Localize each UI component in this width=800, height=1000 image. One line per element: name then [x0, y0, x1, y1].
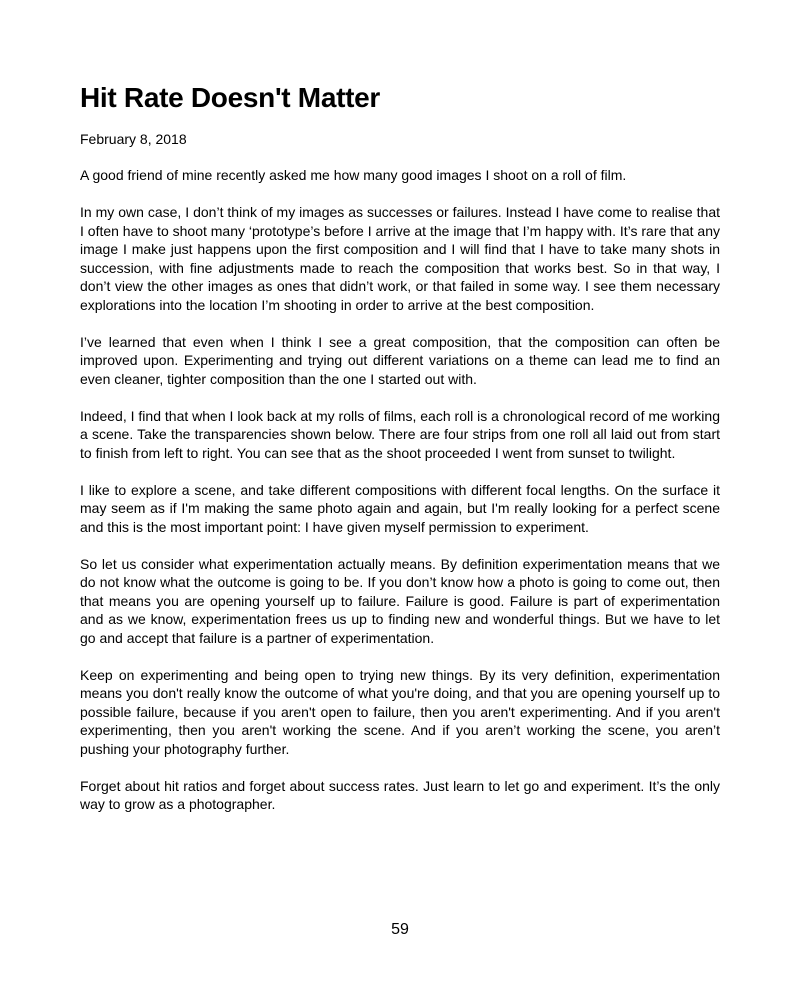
paragraph: Forget about hit ratios and forget about success rates. Just learn to let go and experiment. It’s the only way to grow as a photographer. — [80, 777, 720, 812]
article-date: February 8, 2018 — [80, 131, 187, 147]
article — [80, 80, 720, 814]
paragraph: Indeed, I find that when I look back at my rolls of films, each roll is a chronological record of me working a scene. Take the transparencies shown below. There are four strips from one roll all laid out from start to finish from left to right. You can see that as the shoot proceeded I went from sunset to twilight. — [80, 407, 720, 461]
page-number: 59 — [391, 921, 409, 938]
paragraph: In my own case, I don’t think of my images as successes or failures. Instead I have come to realise that I often have to shoot many ‘prototype’s before I arrive at the image that I’m happy with. It’s rare that any image I make just happens upon the first composition and I will find that I have to take many shots in succession, with fine adjustments made to reach the composition that works best. So in that way, I don’t view the other images as ones that didn’t work, or that failed in some way. I see them necessary explorations into the location I’m shooting in order to arrive at the best composition. — [80, 204, 720, 313]
paragraph: I like to explore a scene, and take different compositions with different focal lengths. On the surface it may seem as if I'm making the same photo again and again, but I'm really looking for a perfect scene and this is the most important point: I have given myself permission to experiment. — [80, 481, 720, 535]
paragraph: Keep on experimenting and being open to trying new things. By its very definition, experimentation means you don't really know the outcome of what you're doing, and that you are opening yourself up to possible failure, because if you aren't open to failure, then you aren't experimenting. And if you aren't experimenting, then you aren't working the scene. And if you aren’t working the scene, you aren’t pushing your photography further. — [80, 666, 720, 757]
paragraph: I’ve learned that even when I think I see a great composition, that the composition can often be improved upon. Experimenting and trying out different variations on a theme can lead me to find an even cleaner, tighter composition than the one I started out with. — [80, 333, 720, 387]
paragraph: So let us consider what experimentation actually means. By definition experimentation means that we do not know what the outcome is going to be. If you don’t know how a photo is going to come out, then that means you are opening yourself up to failure. Failure is good. Failure is part of experimentation and as we know, experimentation frees us up to finding new and wonderful things. But we have to let go and accept that failure is a partner of experimentation. — [80, 555, 720, 646]
article-body — [80, 166, 720, 814]
paragraph: A good friend of mine recently asked me how many good images I shoot on a roll of film. — [80, 167, 627, 183]
article-title: Hit Rate Doesn't Matter — [80, 82, 381, 113]
